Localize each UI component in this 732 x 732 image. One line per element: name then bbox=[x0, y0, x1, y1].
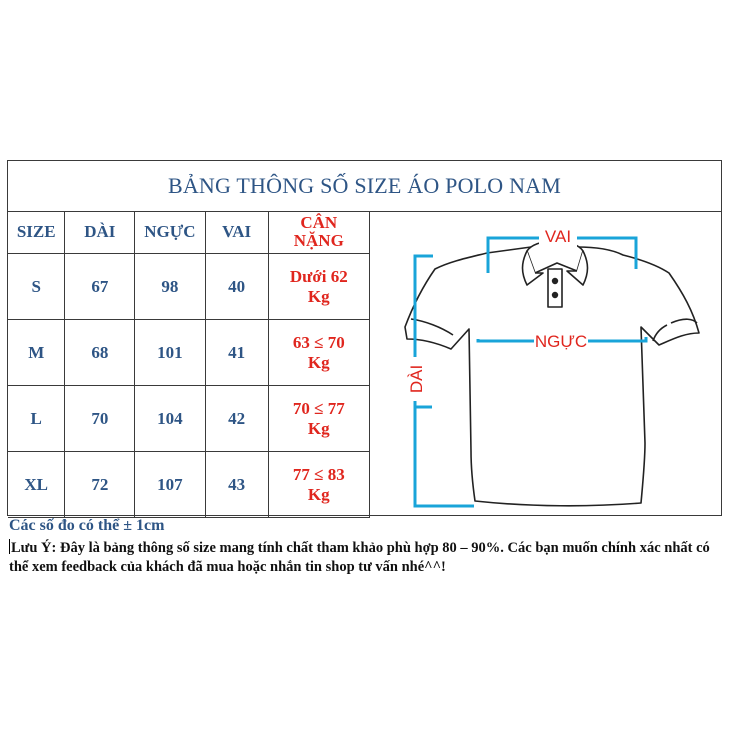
size-table bbox=[8, 211, 370, 518]
cell-can-nang: 70 ≤ 77 Kg bbox=[268, 386, 369, 452]
vai-label: VAI bbox=[544, 227, 572, 246]
cell-dai: 68 bbox=[65, 320, 135, 386]
cell-nguc: 107 bbox=[135, 452, 205, 518]
cell-vai: 43 bbox=[205, 452, 268, 518]
cell-size: M bbox=[8, 320, 65, 386]
table-row bbox=[8, 452, 370, 518]
cell-nguc: 98 bbox=[135, 254, 205, 320]
cell-vai: 42 bbox=[205, 386, 268, 452]
tolerance-note: Các số đo có thể ± 1cm bbox=[9, 517, 165, 534]
header-dai: DÀI bbox=[65, 211, 135, 254]
cell-nguc: 101 bbox=[135, 320, 205, 386]
cell-can-nang: Dưới 62 Kg bbox=[268, 254, 369, 320]
disclaimer-note bbox=[9, 539, 724, 577]
cell-vai: 40 bbox=[205, 254, 268, 320]
cell-size: S bbox=[8, 254, 65, 320]
table-row bbox=[8, 386, 370, 452]
nguc-label: NGỰC bbox=[534, 332, 588, 351]
size-chart bbox=[7, 160, 722, 516]
polo-shirt-outline-icon bbox=[405, 241, 699, 506]
text-cursor bbox=[9, 539, 10, 554]
cell-dai: 70 bbox=[65, 386, 135, 452]
cell-can-nang: 77 ≤ 83 Kg bbox=[268, 452, 369, 518]
cell-vai: 41 bbox=[205, 320, 268, 386]
table-header-row bbox=[8, 211, 370, 254]
header-can-nang: CÂN NẶNG bbox=[268, 211, 369, 254]
header-vai: VAI bbox=[205, 211, 268, 254]
header-nguc: NGỰC bbox=[135, 211, 205, 254]
chart-title: BẢNG THÔNG SỐ SIZE ÁO POLO NAM bbox=[8, 161, 721, 212]
cell-nguc: 104 bbox=[135, 386, 205, 452]
dai-label: DÀI bbox=[407, 364, 426, 394]
table-row bbox=[8, 320, 370, 386]
header-size: SIZE bbox=[8, 211, 65, 254]
disclaimer-text: Lưu Ý: Đây là bảng thông số size mang tính chất tham khảo phù hợp 80 – 90%. Các bạn muốn chính xác nhất có thể xem feedback của khách đã mua hoặc nhắn tin shop tư vấn nhé^^! bbox=[9, 540, 710, 575]
polo-shirt-diagram bbox=[371, 211, 721, 515]
cell-dai: 67 bbox=[65, 254, 135, 320]
cell-size: L bbox=[8, 386, 65, 452]
table-row bbox=[8, 254, 370, 320]
cell-can-nang: 63 ≤ 70 Kg bbox=[268, 320, 369, 386]
cell-dai: 72 bbox=[65, 452, 135, 518]
cell-size: XL bbox=[8, 452, 65, 518]
